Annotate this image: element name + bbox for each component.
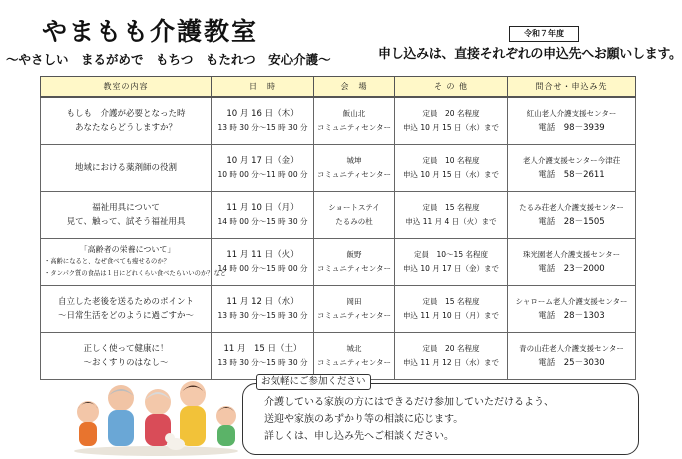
table-row [41,97,636,145]
contact-name: 紅山老人介護支援センター [526,109,617,118]
contact-name: 青の山荘老人介護支援センター [519,344,624,353]
header-datetime: 日 時 [212,77,314,98]
venue-line: たるみの杜 [335,217,373,226]
class-content [41,192,212,239]
header-venue: 会 場 [314,77,395,98]
table-row [41,239,636,286]
class-venue [314,192,395,239]
content-line: 地域における薬剤師の役割 [74,163,177,173]
class-venue [314,239,395,286]
class-date: 10 月 17 日（金） [226,156,299,166]
class-datetime [212,145,314,192]
class-other [395,333,508,380]
class-date: 11 月 11 日（火） [226,250,299,260]
contact-phone: 電話 28－1303 [538,311,605,321]
content-line: 「高齢者の栄養について」 [79,245,176,254]
contact-phone: 電話 23－2000 [538,264,605,274]
class-deadline: 申込 10 月 15 日（水）まで [402,123,500,132]
content-line: もしも 介護が必要となった時 [66,109,186,119]
message-line: 詳しくは、申し込み先へご相談ください。 [264,431,454,442]
class-other [395,239,508,286]
venue-line: ショートステイ [328,203,380,212]
class-datetime [212,239,314,286]
table-row [41,286,636,333]
venue-line: 飯野 [346,250,362,259]
content-line: 〜おくすりのはなし〜 [83,358,169,368]
year-badge: 令和７年度 [509,26,579,42]
content-line: ・高齢になると、なぜ食べても痩せるのか？ [44,258,170,265]
class-capacity: 定員 15 名程度 [422,297,480,306]
class-time: 14 時 00 分〜15 時 30 分 [217,217,308,226]
content-line: 自立した老後を送るためのポイント [57,297,194,307]
class-date: 11 月 10 日（月） [226,203,299,213]
class-deadline: 申込 10 月 17 日（金）まで [402,264,500,273]
class-time: 10 時 00 分〜11 時 00 分 [217,170,308,179]
message-line: 介護している家族の方にはできるだけ参加していただけるよう、 [264,397,554,408]
class-other [395,97,508,145]
table-row [41,192,636,239]
class-contact [508,286,636,333]
class-contact [508,333,636,380]
header-content: 教室の内容 [41,77,212,98]
class-venue [314,97,395,145]
schedule-table [40,76,636,380]
content-line: あなたならどうしますか？ [74,123,177,133]
contact-phone: 電話 25－3030 [538,358,605,368]
header-other: そ の 他 [395,77,508,98]
venue-line: 城坤 [346,156,362,165]
class-content [41,97,212,145]
class-datetime [212,192,314,239]
content-line: 〜日常生活をどのように過ごすか〜 [57,311,194,321]
message-line: 送迎や家族のあずかり等の相談に応じます。 [264,414,464,425]
header-contact: 問合せ・申込み先 [508,77,636,98]
contact-phone: 電話 58－2611 [538,170,605,180]
class-deadline: 申込 11 月 4 日（火）まで [405,217,497,226]
class-capacity: 定員 10〜15 名程度 [414,250,488,259]
page-subtitle: 〜やさしい まるがめで もちつ もたれつ 安心介護〜 [6,52,331,67]
class-contact [508,239,636,286]
class-deadline: 申込 11 月 12 日（水）まで [402,358,500,367]
class-time: 14 時 00 分〜15 時 00 分 [217,264,308,273]
content-line: ・タンパク質の食品は１日にどれくらい食べたらいいのか？など [44,270,227,277]
class-venue [314,286,395,333]
venue-line: 城北 [346,344,362,353]
page-title: やまもも介護教室 [42,17,259,46]
content-line: 福祉用具について [92,203,160,213]
class-other [395,145,508,192]
contact-name: たるみ荘老人介護支援センター [519,203,624,212]
class-capacity: 定員 20 名程度 [422,109,480,118]
venue-line: コミュニティセンター [317,358,391,367]
class-date: 11 月 15 日（土） [223,344,302,354]
venue-line: コミュニティセンター [317,264,391,273]
class-content [41,145,212,192]
venue-line: コミュニティセンター [317,123,391,132]
class-content [41,239,227,286]
class-date: 10 月 16 日（木） [226,109,299,119]
table-row [41,145,636,192]
contact-name: シャローム老人介護支援センター [515,297,628,306]
table-header-row [41,77,636,98]
class-venue [314,333,395,380]
contact-name: 老人介護支援センター今津荘 [522,156,621,165]
content-line: 見て、触って、試そう福祉用具 [66,217,186,227]
class-contact [508,192,636,239]
class-other [395,286,508,333]
contact-name: 珠光園老人介護支援センター [522,250,621,259]
class-time: 13 時 30 分〜15 時 30 分 [217,123,308,132]
class-deadline: 申込 10 月 15 日（水）まで [402,170,500,179]
class-deadline: 申込 11 月 10 日（月）まで [402,311,500,320]
message-body [264,394,554,445]
class-venue [314,145,395,192]
class-content [41,286,212,333]
family-illustration [66,372,246,456]
class-contact [508,97,636,145]
venue-line: コミュニティセンター [317,311,391,320]
message-tag: お気軽にご参加ください [256,374,371,390]
class-date: 11 月 12 日（水） [226,297,299,307]
apply-note: 申し込みは、直接それぞれの申込先へお願いします。 [378,47,682,62]
class-time: 13 時 30 分〜15 時 30 分 [217,311,308,320]
contact-phone: 電話 98－3939 [538,123,605,133]
class-datetime [212,286,314,333]
venue-line: 岡田 [346,297,362,306]
venue-line: 飯山北 [342,109,366,118]
class-capacity: 定員 10 名程度 [422,156,480,165]
class-capacity: 定員 15 名程度 [422,203,480,212]
class-contact [508,145,636,192]
class-time: 13 時 30 分〜15 時 30 分 [217,358,308,367]
class-other [395,192,508,239]
venue-line: コミュニティセンター [317,170,391,179]
class-datetime [212,97,314,145]
content-line: 正しく使って健康に！ [83,344,169,354]
contact-phone: 電話 28－1505 [538,217,605,227]
class-capacity: 定員 20 名程度 [422,344,480,353]
